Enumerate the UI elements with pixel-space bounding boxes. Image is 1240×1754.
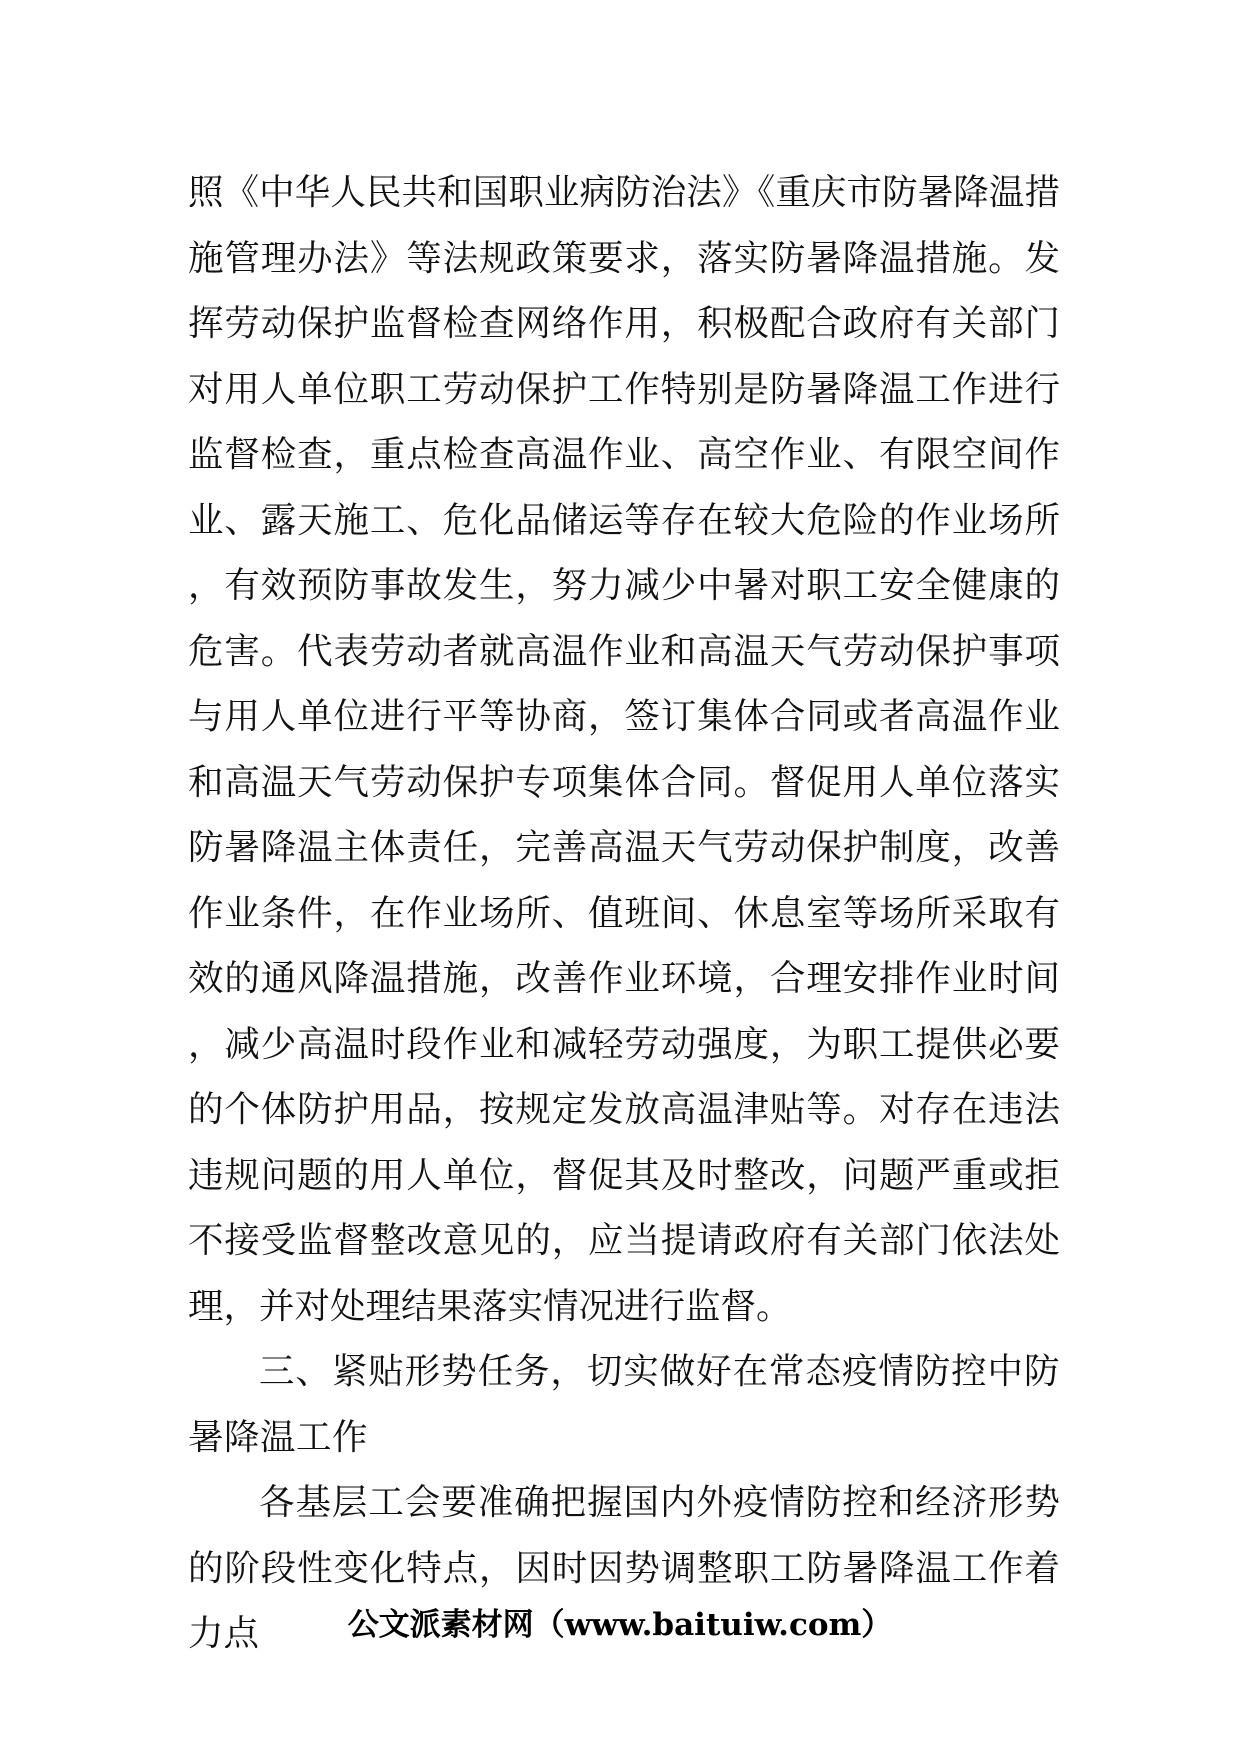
document-body xyxy=(188,160,1060,1667)
section-heading-three: 三、紧贴形势任务，切实做好在常态疫情防控中防暑降温工作 xyxy=(188,1351,1060,1458)
body-paragraph: 各基层工会要准确把握国内外疫情防控和经济形势的阶段性变化特点，因时因势调整职工防暑降温工作着力点 xyxy=(188,1482,1060,1654)
source-footer: 公文派素材网（www.baituiw.com） xyxy=(347,1607,893,1643)
body-paragraph-continuation: 照《中华人民共和国职业病防治法》《重庆市防暑降温措施管理办法》等法规政策要求，落实防暑降温措施。发挥劳动保护监督检查网络作用，积极配合政府有关部门对用人单位职工劳动保护工作特别是防暑降温工作进行监督检查，重点检查高温作业、高空作业、有限空间作业、露天施工、危化品储运等存在较大危险的作业场所，有效预防事故发生，努力减少中暑对职工安全健康的危害。代表劳动者就高温作业和高温天气劳动保护事项与用人单位进行平等协商，签订集体合同或者高温作业和高温天气劳动保护专项集体合同。督促用人单位落实防暑降温主体责任，完善高温天气劳动保护制度，改善作业条件，在作业场所、值班间、休息室等场所采取有效的通风降温措施，改善作业环境，合理安排作业时间，减少高温时段作业和减轻劳动强度，为职工提供必要的个体防护用品，按规定发放高温津贴等。对存在违法违规问题的用人单位，督促其及时整改，问题严重或拒不接受监督整改意见的，应当提请政府有关部门依法处理，并对处理结果落实情况进行监督。 xyxy=(188,172,1060,1327)
